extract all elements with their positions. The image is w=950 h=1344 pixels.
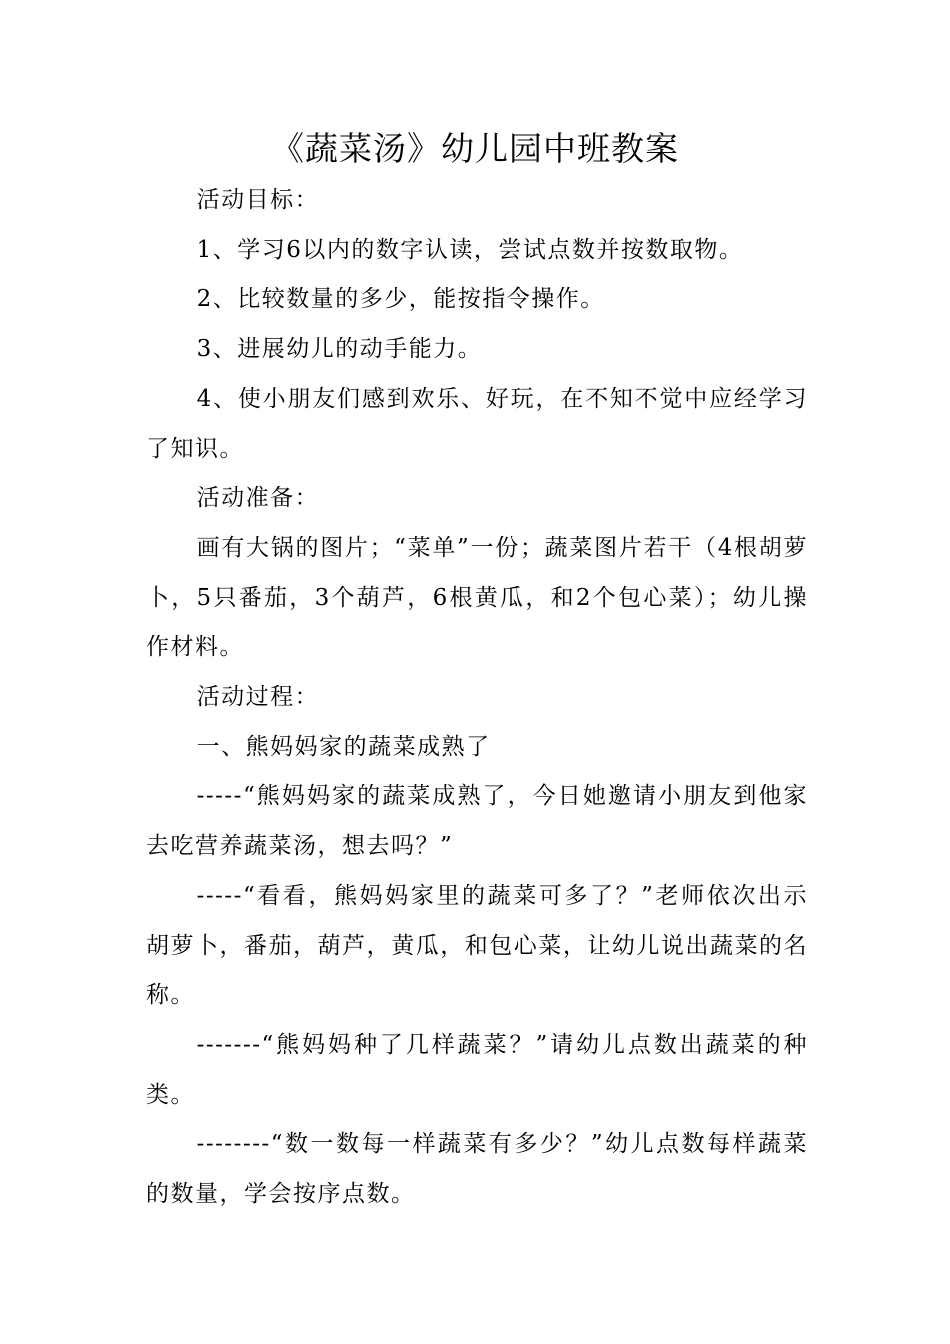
preparation-text: 画有大锅的图片；“菜单”一份；蔬菜图片若干（4根胡萝卜，5只番茄，3个葫芦，6根黄瓜，和2个包心菜）；幼儿操作材料。 [146, 534, 808, 661]
section-heading-goals: 活动目标： [196, 187, 320, 213]
document-title: 《蔬菜汤》幼儿园中班教案 [271, 129, 679, 168]
process-paragraph: -------“熊妈妈种了几样蔬菜？”请幼儿点数出蔬菜的种类。 [146, 1031, 808, 1108]
process-paragraph: --------“数一数每一样蔬菜有多少？”幼儿点数每样蔬菜的数量，学会按序点数。 [146, 1131, 808, 1208]
goal-item-2: 2、比较数量的多少，能按指令操作。 [196, 286, 605, 313]
document-body [146, 176, 808, 1220]
section-heading-preparation: 活动准备： [196, 485, 320, 512]
goal-item-4: 4、使小朋友们感到欢乐、好玩，在不知不觉中应经学习了知识。 [146, 385, 808, 462]
goal-item-1: 1、学习6以内的数字认读，尝试点数并按数取物。 [196, 236, 744, 263]
process-paragraph: -----“看看，熊妈妈家里的蔬菜可多了？”老师依次出示胡萝卜，番茄，葫芦，黄瓜，和包心菜，让幼儿说出蔬菜的名称。 [146, 882, 808, 1009]
process-step-heading: 一、熊妈妈家的蔬菜成熟了 [196, 733, 491, 760]
goal-item-3: 3、进展幼儿的动手能力。 [196, 336, 483, 363]
section-heading-process: 活动过程： [196, 684, 320, 711]
process-paragraph: -----“熊妈妈家的蔬菜成熟了，今日她邀请小朋友到他家去吃营养蔬菜汤，想去吗？” [146, 783, 808, 860]
